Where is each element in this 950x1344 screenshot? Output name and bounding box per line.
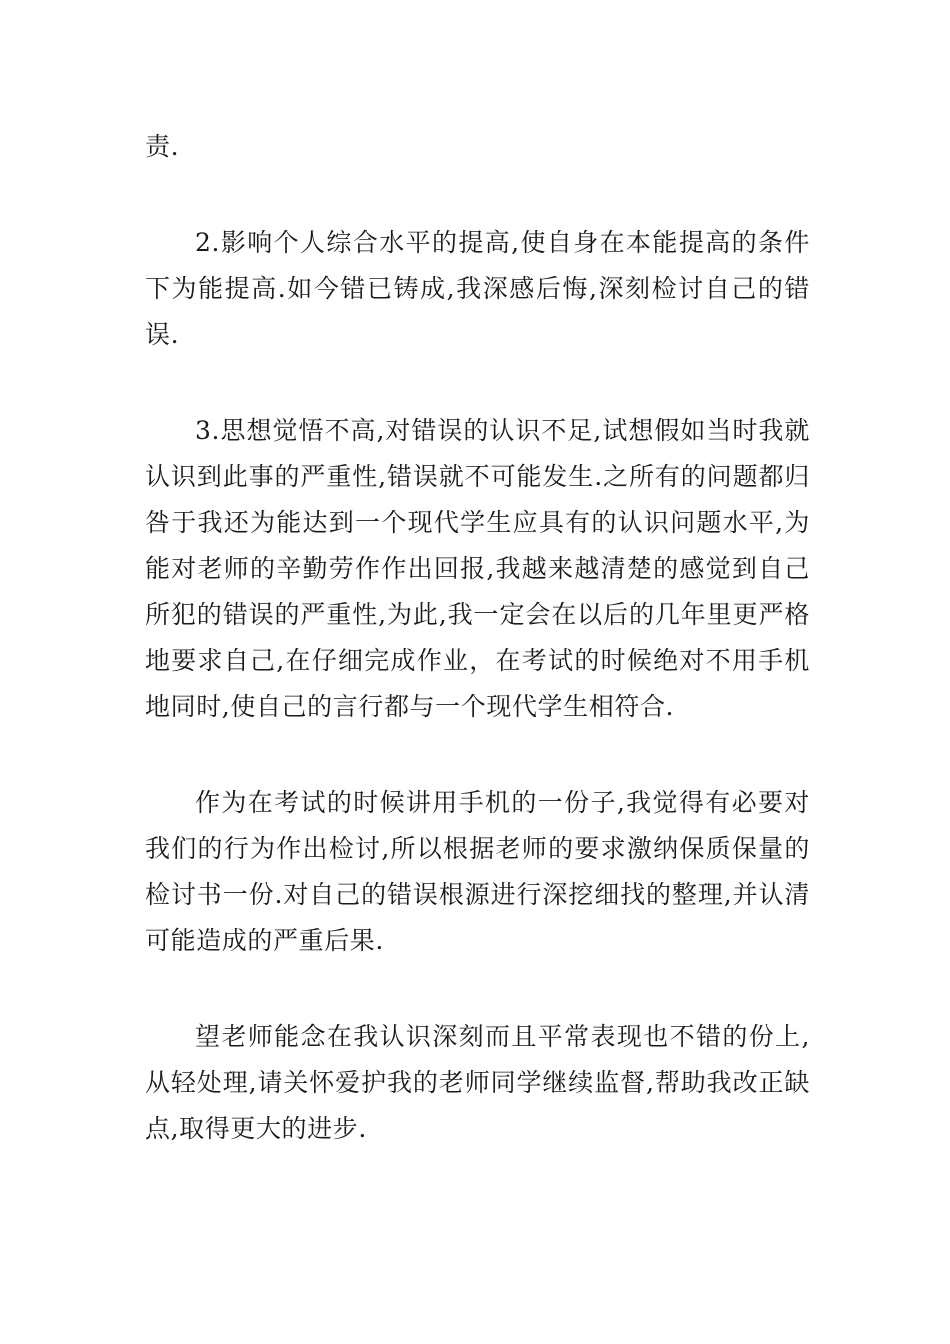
paragraph-4: 作为在考试的时候讲用手机的一份子,我觉得有必要对我们的行为作出检讨,所以根据老师的要求激纳保质保量的检讨书一份.对自己的错误根源进行深挖细找的整理,并认清可能造成的严重后果. xyxy=(145,788,810,955)
paragraph-3: 3.思想觉悟不高,对错误的认识不足,试想假如当时我就认识到此事的严重性,错误就不可能发生.之所有的问题都归咎于我还为能达到一个现代学生应具有的认识问题水平,为能对老师的辛勤劳作作出回报,我越来越清楚的感觉到自己所犯的错误的严重性,为此,我一定会在以后的几年里更严格地要求自己,在仔细完成作业，在考试的时候绝对不用手机地同时,使自己的言行都与一个现代学生相符合. xyxy=(145,416,810,721)
paragraph-2: 2.影响个人综合水平的提高,使自身在本能提高的条件下为能提高.如今错已铸成,我深感后悔,深刻检讨自己的错误. xyxy=(145,228,810,349)
paragraph-5: 望老师能念在我认识深刻而且平常表现也不错的份上,从轻处理,请关怀爱护我的老师同学继续监督,帮助我改正缺点,取得更大的进步. xyxy=(145,1022,810,1143)
paragraph-1: 责. xyxy=(145,132,180,161)
document-body xyxy=(145,124,810,1152)
